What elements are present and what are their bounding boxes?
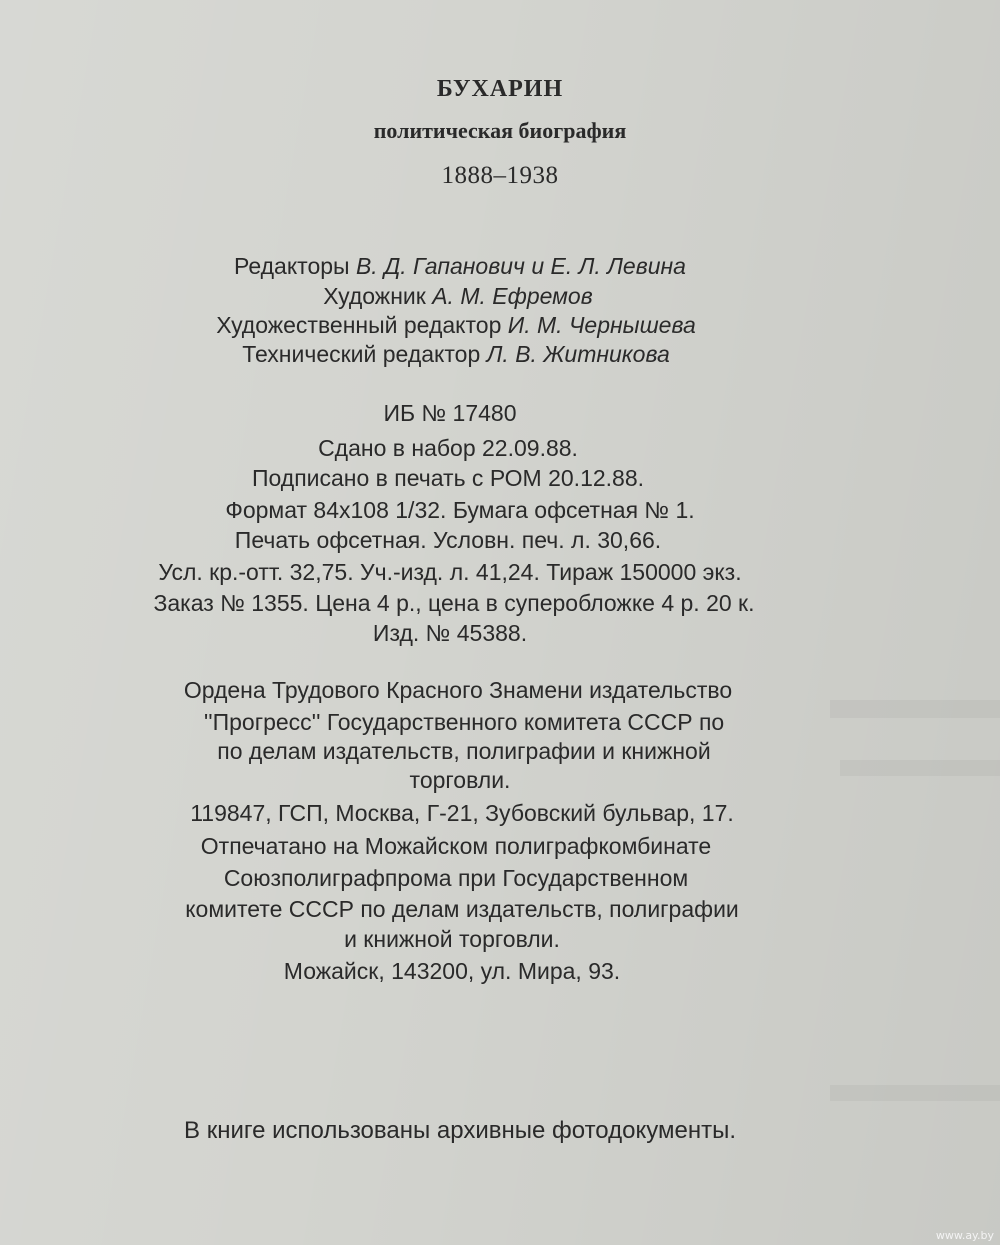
printer-line: комитете СССР по делам издательств, полиграфии — [185, 896, 739, 922]
book-years: 1888–1938 — [441, 162, 559, 189]
imprint-line: Печать офсетная. Условн. печ. л. 30,66. — [234, 527, 662, 553]
show-through-mark — [830, 1085, 1000, 1101]
imprint-line: Сдано в набор 22.09.88. — [318, 435, 578, 461]
archive-note: В книге использованы архивные фотодокументы. — [184, 1117, 736, 1144]
book-subtitle: политическая биография — [373, 118, 627, 143]
credit-name: А. М. Ефремов — [432, 283, 593, 309]
publisher-line: ''Прогресс'' Государственного комитета СССР по — [203, 709, 725, 735]
book-title: БУХАРИН — [436, 76, 564, 102]
credit-role: Художник — [323, 283, 426, 309]
credit-role: Редакторы — [234, 253, 350, 279]
credit-name: В. Д. Гапанович и Е. Л. Левина — [355, 253, 686, 279]
watermark: www.ay.by — [935, 1229, 994, 1242]
publisher-line: по делам издательств, полиграфии и книжной — [217, 738, 711, 764]
imprint-line: ИБ № 17480 — [383, 400, 517, 426]
printer-line: и книжной торговли. — [344, 926, 560, 952]
credit-editors — [0, 253, 960, 280]
imprint-line: Изд. № 45388. — [372, 620, 528, 646]
credit-tech-editor — [0, 341, 956, 368]
publisher-address: 119847, ГСП, Москва, Г-21, Зубовский бульвар, 17. — [190, 800, 734, 826]
imprint-line: Усл. кр.-отт. 32,75. Уч.-изд. л. 41,24. Тираж 150000 экз. — [158, 559, 742, 585]
credit-artist — [0, 283, 958, 310]
printer-line: Отпечатано на Можайском полиграфкомбинате — [200, 833, 712, 859]
credit-role: Художественный редактор — [216, 312, 502, 338]
credit-role: Технический редактор — [242, 341, 481, 367]
printer-line: Союзполиграфпрома при Государственном — [223, 865, 689, 891]
credit-name: И. М. Чернышева — [507, 312, 696, 338]
credit-name: Л. В. Житникова — [486, 341, 670, 367]
publisher-line: торговли. — [409, 767, 511, 793]
imprint-line: Подписано в печать с РОМ 20.12.88. — [251, 465, 645, 491]
printer-address: Можайск, 143200, ул. Мира, 93. — [283, 958, 621, 984]
credit-art-editor — [0, 312, 956, 339]
imprint-line: Формат 84х108 1/32. Бумага офсетная № 1. — [225, 497, 695, 523]
publisher-line: Ордена Трудового Красного Знамени издательство — [183, 677, 733, 703]
imprint-line: Заказ № 1355. Цена 4 р., цена в суперобложке 4 р. 20 к. — [153, 590, 755, 616]
